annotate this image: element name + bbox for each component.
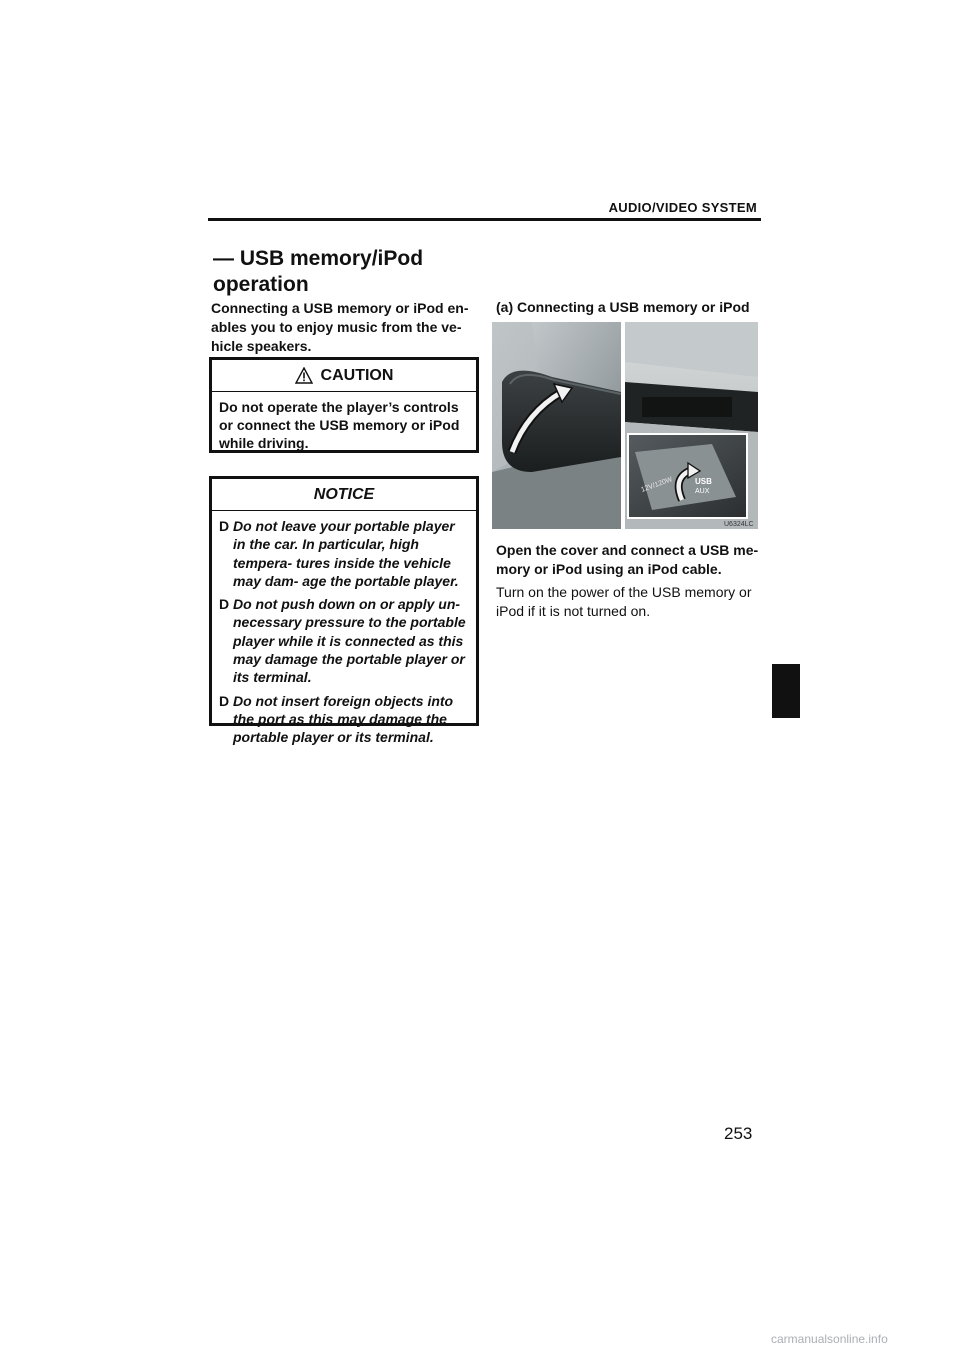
bullet-marker: D: [219, 518, 230, 534]
notice-item-text: Do not push down on or apply un- necessary pressure to the portable player while it is connected as this may damage the portable player or its terminal.: [233, 596, 466, 686]
aux-port-label: AUX: [695, 488, 710, 495]
page-number: 253: [724, 1124, 753, 1143]
notice-item-text: Do not leave your portable player in the car. In particular, high tempera- tures inside the vehicle may dam- age the portable player.: [233, 518, 459, 589]
power-outlet-label: 12V/120W: [640, 476, 674, 494]
usb-port-illustration: [492, 322, 758, 529]
notice-item: [219, 692, 470, 747]
footer-watermark: carmanualsonline.info: [771, 1332, 888, 1346]
caution-text: Do not operate the player’s controls or connect the USB memory or iPod while driving.: [219, 399, 460, 451]
intro-paragraph: Connecting a USB memory or iPod en- ables you to enjoy music from the ve- hicle speakers.: [211, 300, 469, 354]
title-line-1: — USB memory/iPod: [213, 247, 424, 270]
step-a-heading: (a) Connecting a USB memory or iPod: [496, 299, 750, 315]
caution-heading: [212, 360, 476, 392]
notice-item: [219, 595, 470, 686]
notice-list: [212, 511, 476, 747]
notice-item-text: Do not insert foreign objects into the port as this may damage the portable player or its terminal.: [233, 692, 454, 746]
notice-heading: NOTICE: [212, 479, 476, 511]
image-code: U6324LC: [724, 521, 754, 528]
caution-box: [209, 357, 479, 453]
instruction-text: Open the cover and connect a USB me- mory or iPod using an iPod cable.: [496, 542, 759, 577]
notice-item: [219, 517, 470, 590]
chapter-tab: [772, 664, 800, 718]
notice-box: [209, 476, 479, 746]
header-rule: [208, 218, 761, 221]
note-text: Turn on the power of the USB memory or iPod if it is not turned on.: [496, 584, 752, 619]
warning-triangle-icon: [295, 367, 313, 384]
caution-label: CAUTION: [320, 366, 394, 384]
bullet-marker: D: [219, 596, 230, 613]
page-title: [213, 246, 423, 298]
section-header: AUDIO/VIDEO SYSTEM: [608, 200, 757, 215]
usb-port-label: USB: [695, 477, 712, 486]
title-line-2: operation: [213, 273, 309, 296]
bullet-marker: D: [219, 692, 230, 709]
